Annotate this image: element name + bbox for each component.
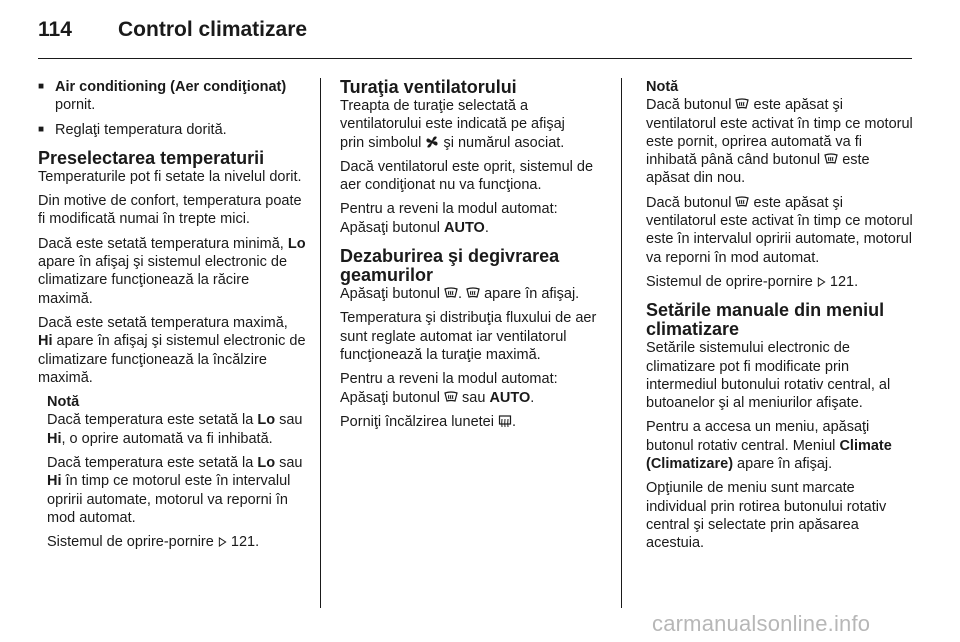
column-1 xyxy=(38,78,306,558)
bullet-text: Reglaţi temperatura dorită. xyxy=(55,121,227,138)
paragraph: Din motive de confort, temperatura poate fi modificată numai în trepte mici. xyxy=(38,193,302,228)
page-reference-icon xyxy=(817,276,826,288)
paragraph: Dacă este setată temperatura maximă, Hi apare în afişaj şi sistemul electronic de climatizare funcţionează la încălzire maximă. xyxy=(38,314,306,386)
paragraph: Treapta de turaţie selectată a ventilatorului este indicată pe afişaj prin simbolul şi numărul asociat. xyxy=(340,98,565,151)
windscreen-defrost-icon xyxy=(735,97,749,111)
paragraph: Dacă este setată temperatura minimă, Lo apare în afişaj şi sistemul electronic de climatizare funcţionează la răcire maximă. xyxy=(38,235,306,307)
chapter-title: Control climatizare xyxy=(118,18,308,41)
note-title: Notă xyxy=(646,79,679,95)
list-item xyxy=(38,78,306,115)
note-box xyxy=(646,78,914,267)
paragraph: Setările sistemului electronic de climatizare pot fi modificate prin intermediul butonului rotativ central, al butoanelor şi al meniurilor afişate. xyxy=(646,340,891,412)
bullet-text: pornit. xyxy=(55,97,96,114)
column-3 xyxy=(646,78,914,559)
bold-term: Air conditioning (Aer condiţionat) xyxy=(55,79,287,95)
bullet-square-icon: ■ xyxy=(38,81,45,92)
windscreen-defrost-icon xyxy=(466,286,480,300)
header-rule xyxy=(38,58,912,59)
paragraph: Opţiunile de meniu sunt marcate individual prin rotirea butonului rotativ central şi selectate prin apăsarea acestuia. xyxy=(646,480,887,552)
note-paragraph: Dacă butonul este apăsat şi ventilatorul este activat în timp ce motorul este pornit, oprirea automată va fi inhibată până când butonul este apăsat din nou. xyxy=(646,97,913,187)
page-number: 114 xyxy=(38,18,72,41)
column-divider xyxy=(621,78,622,608)
note-box xyxy=(47,393,306,551)
paragraph: Porniţi încălzirea lunetei . xyxy=(340,413,517,430)
paragraph: Dacă ventilatorul este oprit, sistemul de aer condiţionat nu va funcţiona. xyxy=(340,158,594,194)
page-header xyxy=(38,18,307,50)
bullet-square-icon: ■ xyxy=(38,123,45,135)
section-heading: Setările manuale din meniul climatizare xyxy=(646,300,885,340)
section-heading: Preselectarea temperaturii xyxy=(38,147,265,168)
paragraph: Pentru a accesa un meniu, apăsaţi butonul rotativ central. Meniul Climate (Climatizare) apare în afişaj. xyxy=(646,419,892,473)
paragraph: Apăsaţi butonul . apare în afişaj. xyxy=(340,286,580,303)
note-paragraph: Dacă butonul este apăsat şi ventilatorul este activat în timp ce motorul este în intervalul opririi automate, motorul va reporni în mod automat. xyxy=(646,194,913,266)
column-divider xyxy=(320,78,321,608)
note-paragraph: Dacă temperatura este setată la Lo sau Hi, o oprire automată va fi inhibată. xyxy=(47,412,303,447)
rear-window-heating-icon xyxy=(498,414,512,428)
fan-icon xyxy=(425,135,439,149)
windscreen-defrost-icon xyxy=(735,195,749,209)
section-heading: Turaţia ventilatorului xyxy=(340,77,517,97)
watermark-text: carmanualsonline.info xyxy=(652,611,871,636)
column-2 xyxy=(340,78,602,437)
note-paragraph: Dacă temperatura este setată la Lo sau Hi în timp ce motorul este în intervalul opririi automate, motorul va reporni în mod automat. xyxy=(47,455,303,526)
list-item xyxy=(38,121,306,139)
paragraph: Pentru a reveni la modul automat: Apăsaţi butonul AUTO. xyxy=(340,201,558,236)
paragraph: Pentru a reveni la modul automat: Apăsaţi butonul sau AUTO. xyxy=(340,371,558,406)
section-heading: Dezaburirea şi degivrarea geamurilor xyxy=(340,246,560,286)
windscreen-defrost-icon xyxy=(444,286,458,300)
note-paragraph: Sistemul de oprire-pornire 121. xyxy=(47,534,260,551)
paragraph: Temperaturile pot fi setate la nivelul dorit. xyxy=(38,168,302,185)
page-reference-icon xyxy=(218,536,227,548)
windscreen-defrost-icon xyxy=(444,390,458,404)
windscreen-defrost-icon xyxy=(824,152,838,166)
note-title: Notă xyxy=(47,394,80,411)
paragraph: Sistemul de oprire-pornire 121. xyxy=(646,273,859,290)
paragraph: Temperatura şi distribuţia fluxului de aer sunt reglate automat iar ventilatorul funcţionează la turaţie maximă. xyxy=(340,310,597,363)
